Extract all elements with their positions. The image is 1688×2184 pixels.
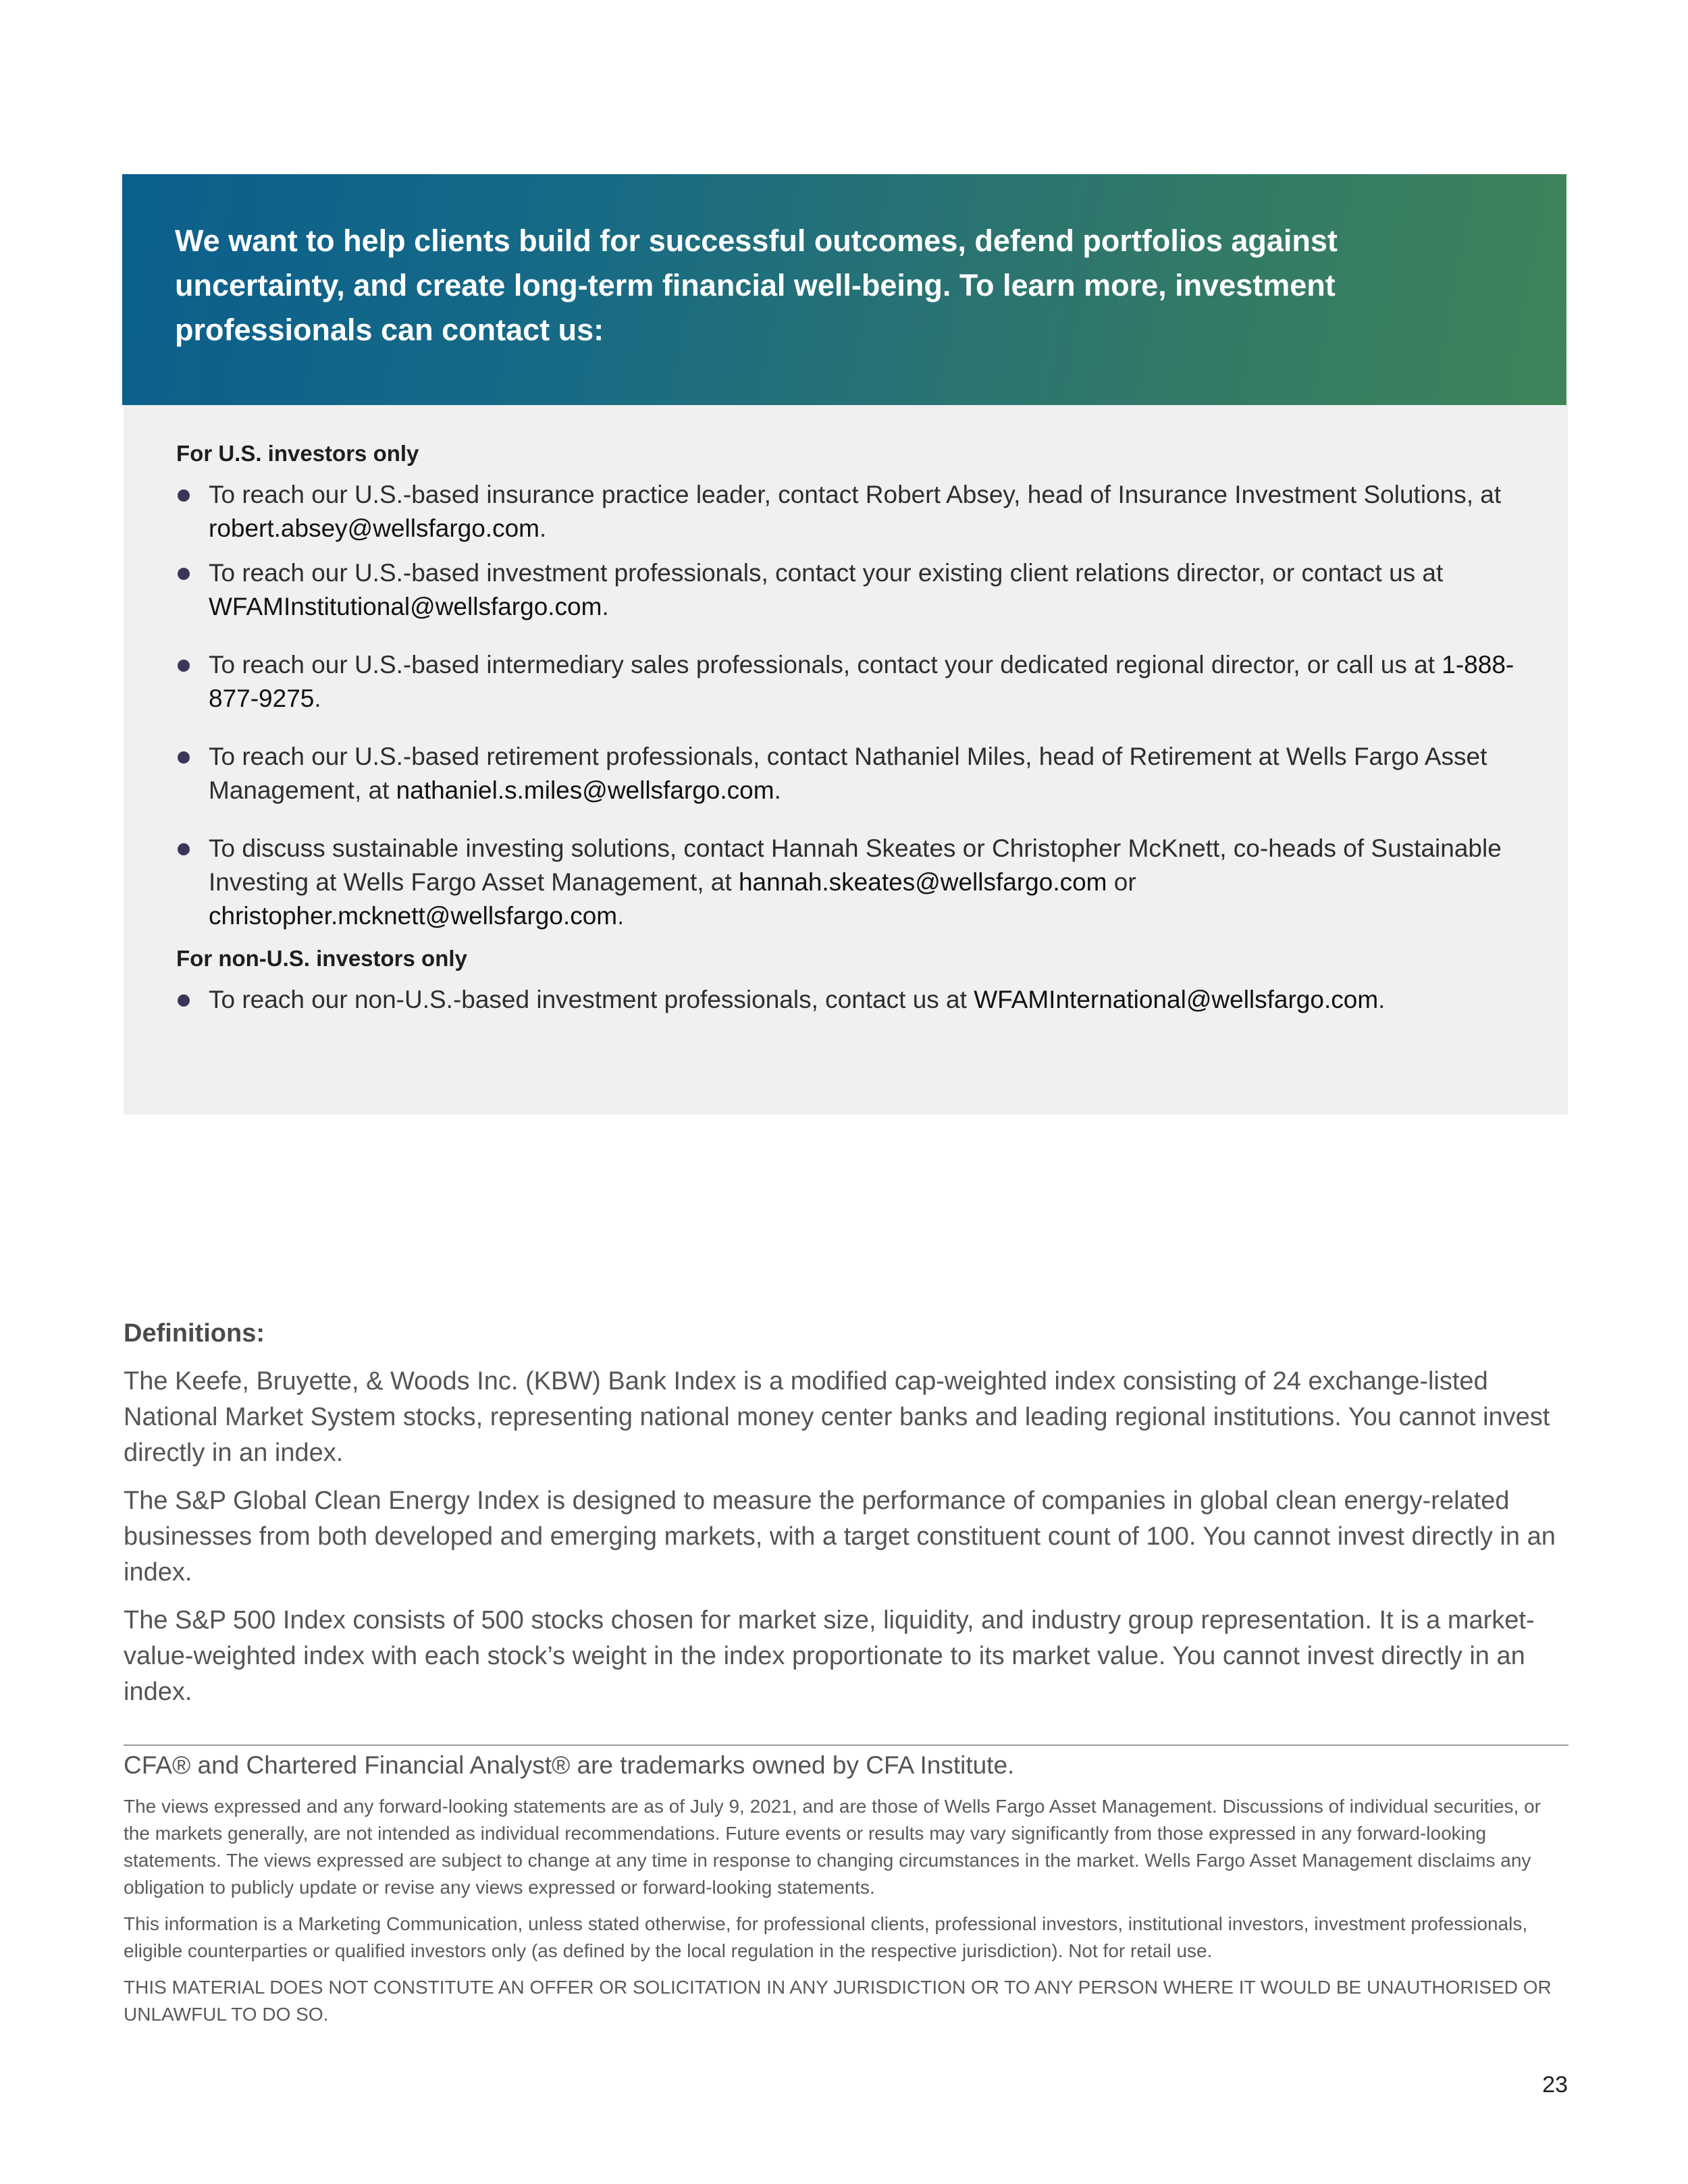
definition-clean-energy: The S&P Global Clean Energy Index is designed to measure the performance of companies in global clean energy-related businesses from both developed and emerging markets, with a target constituent count of 100. You cannot invest directly in an index. <box>124 1487 1556 1587</box>
nonus-investors-heading: For non-U.S. investors only <box>176 946 467 971</box>
us-contact-item-intermediary: To reach our U.S.-based intermediary sales professionals, contact your dedicated regional director, or call us at 1-888-877-9275. <box>176 648 1515 716</box>
us-contact-item-retirement: To reach our U.S.-based retirement professionals, contact Nathaniel Miles, head of Retirement at Wells Fargo Asset Management, at nathaniel.s.miles@wellsfargo.com. <box>176 740 1515 807</box>
definition-kbw: The Keefe, Bruyette, & Woods Inc. (KBW) Bank Index is a modified cap-weighted index consisting of 24 exchange-listed National Market System stocks, representing national money center banks and leading regional institutions. You cannot invest directly in an index. <box>124 1367 1550 1467</box>
definition-sp500: The S&P 500 Index consists of 500 stocks chosen for market size, liquidity, and industry group representation. It is a market-value-weighted index with each stock’s weight in the index proportionate to its market value. You cannot invest directly in an index. <box>124 1606 1535 1706</box>
banner-text: We want to help clients build for successful outcomes, defend portfolios against uncertainty, and create long-term financial well-being. To learn more, investment professionals can contact us: <box>175 223 1338 347</box>
us-contact-item-insurance: To reach our U.S.-based insurance practice leader, contact Robert Absey, head of Insurance Investment Solutions, at robert.absey@wellsfargo.com. <box>176 478 1515 545</box>
definitions-section <box>124 1316 1568 1722</box>
nonus-contact-item: To reach our non-U.S.-based investment professionals, contact us at WFAMInternational@wellsfargo.com. <box>176 983 1515 1017</box>
email-link-absey[interactable]: robert.absey@wellsfargo.com <box>209 514 539 542</box>
contact-banner <box>122 174 1566 405</box>
page-number: 23 <box>1542 2072 1568 2098</box>
email-link-skeates[interactable]: hannah.skeates@wellsfargo.com <box>738 868 1107 896</box>
contact-panel <box>124 405 1568 1115</box>
footnotes <box>124 1749 1568 2037</box>
views-disclaimer: The views expressed and any forward-looking statements are as of July 9, 2021, and are those of Wells Fargo Asset Management. Discussions of individual securities, or the markets generally, are not intended as individual recommendations. Future events or results may vary significantly from those expressed in any forward-looking statements. The views expressed are subject to change at any time in response to changing circumstances in the market. Wells Fargo Asset Management disclaims any obligation to publicly update or revise any views expressed or forward-looking statements. <box>124 1796 1541 1898</box>
us-contact-list <box>176 478 1515 933</box>
cfa-trademark-note: CFA® and Chartered Financial Analyst® are trademarks owned by CFA Institute. <box>124 1751 1015 1779</box>
us-contact-item-sustainable: To discuss sustainable investing solutions, contact Hannah Skeates or Christopher McKnett, co-heads of Sustainable Investing at Wells Fargo Asset Management, at hannah.skeates@wellsfargo.com or christopher.mcknett@wellsfargo.com. <box>176 832 1515 933</box>
marketing-disclaimer: This information is a Marketing Communication, unless stated otherwise, for professional clients, professional investors, institutional investors, investment professionals, eligible counterparties or qualified investors only (as defined by the local regulation in the respective jurisdiction). Not for retail use. <box>124 1913 1528 1961</box>
email-link-institutional[interactable]: WFAMInstitutional@wellsfargo.com <box>209 593 602 620</box>
us-investors-heading: For U.S. investors only <box>176 441 419 466</box>
nonus-contact-list <box>176 983 1515 1017</box>
email-link-mcknett[interactable]: christopher.mcknett@wellsfargo.com <box>209 902 618 930</box>
email-link-international[interactable]: WFAMInternational@wellsfargo.com <box>974 986 1379 1013</box>
us-contact-item-investment: To reach our U.S.-based investment professionals, contact your existing client relations director, or contact us at WFAMInstitutional@wellsfargo.com. <box>176 556 1515 624</box>
divider <box>124 1744 1568 1746</box>
phone-link[interactable]: 1-888-877-9275 <box>209 651 1514 712</box>
offer-disclaimer: THIS MATERIAL DOES NOT CONSTITUTE AN OFFER OR SOLICITATION IN ANY JURISDICTION OR TO ANY PERSON WHERE IT WOULD BE UNAUTHORISED OR UNLAWFUL TO DO SO. <box>124 1977 1552 2025</box>
email-link-miles[interactable]: nathaniel.s.miles@wellsfargo.com <box>396 776 774 804</box>
definitions-title: Definitions: <box>124 1319 265 1348</box>
